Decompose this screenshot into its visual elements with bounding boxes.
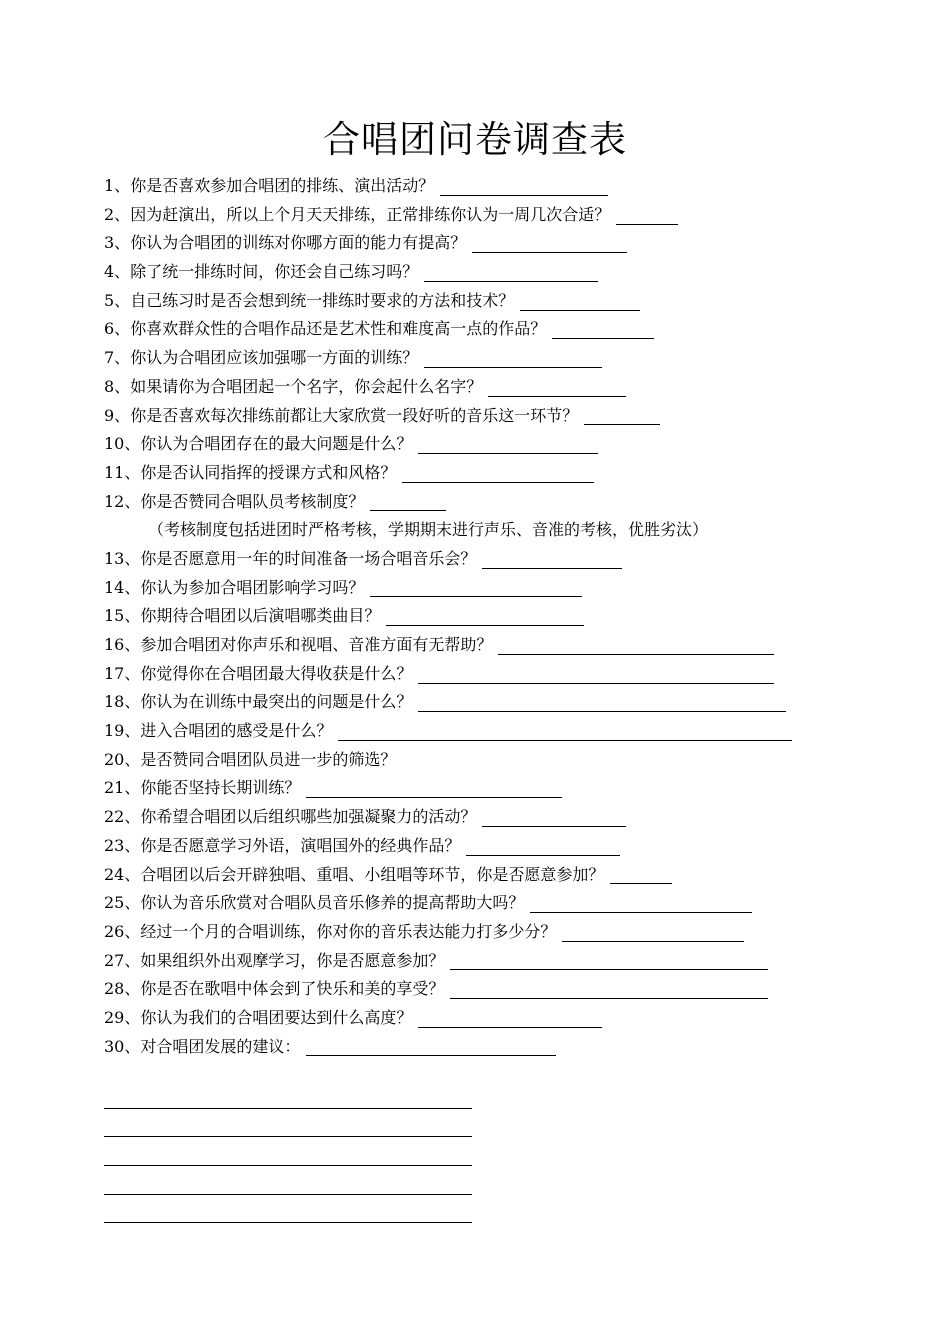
question-text: 你是否喜欢每次排练前都让大家欣赏一段好听的音乐这一环节？ bbox=[130, 405, 579, 425]
question-text: 你认为音乐欣赏对合唱队员音乐修养的提高帮助大吗？ bbox=[140, 893, 525, 913]
question-number: 1、 bbox=[104, 176, 131, 195]
question-text: 你认为合唱团的训练对你哪方面的能力有提高？ bbox=[130, 233, 467, 253]
question-row bbox=[104, 488, 864, 517]
answer-blank[interactable] bbox=[424, 349, 602, 368]
question-number: 18、 bbox=[104, 692, 141, 712]
question-text: 你是否认同指挥的授课方式和风格？ bbox=[140, 462, 397, 482]
question-number: 10、 bbox=[104, 434, 141, 454]
question-row bbox=[104, 402, 864, 431]
question-number: 20、 bbox=[104, 749, 141, 769]
question-text: 除了统一排练时间，你还会自己练习吗？ bbox=[130, 262, 419, 282]
question-text: 参加合唱团对你声乐和视唱、音准方面有无帮助？ bbox=[140, 635, 493, 654]
question-row bbox=[104, 1004, 864, 1033]
answer-blank[interactable] bbox=[616, 206, 678, 225]
answer-blank[interactable] bbox=[418, 665, 774, 684]
answer-line[interactable] bbox=[104, 1137, 472, 1166]
question-text: 你是否愿意用一年的时间准备一场合唱音乐会？ bbox=[140, 548, 477, 568]
answer-blank[interactable] bbox=[488, 378, 626, 397]
question-number: 4、 bbox=[104, 262, 131, 282]
question-row bbox=[104, 602, 864, 631]
question-row bbox=[104, 832, 864, 861]
answer-blank[interactable] bbox=[440, 177, 608, 196]
answer-blank[interactable] bbox=[520, 292, 640, 311]
question-number: 11、 bbox=[104, 462, 141, 482]
answer-blank[interactable] bbox=[418, 693, 786, 712]
question-number: 26、 bbox=[104, 921, 141, 941]
question-text: 你喜欢群众性的合唱作品还是艺术性和难度高一点的作品？ bbox=[130, 319, 547, 339]
question-number: 25、 bbox=[104, 893, 141, 913]
question-note: （考核制度包括进团时严格考核，学期期末进行声乐、音准的考核，优胜劣汰） bbox=[148, 520, 709, 540]
question-number: 13、 bbox=[104, 548, 141, 568]
answer-blank[interactable] bbox=[306, 779, 562, 798]
answer-blank[interactable] bbox=[338, 722, 792, 741]
answer-blank[interactable] bbox=[418, 1009, 602, 1028]
question-row bbox=[104, 688, 864, 717]
question-row bbox=[104, 315, 864, 344]
question-number: 27、 bbox=[104, 950, 141, 970]
answer-blank[interactable] bbox=[306, 1037, 556, 1056]
question-number: 22、 bbox=[104, 807, 141, 827]
question-number: 14、 bbox=[104, 577, 141, 597]
answer-line[interactable] bbox=[104, 1195, 472, 1224]
question-row bbox=[104, 889, 864, 918]
question-number: 17、 bbox=[104, 663, 141, 683]
question-text: 你认为合唱团存在的最大问题是什么？ bbox=[140, 434, 413, 454]
answer-blank[interactable] bbox=[482, 808, 626, 827]
question-row bbox=[104, 430, 864, 459]
question-text: 你认为合唱团应该加强哪一方面的训练？ bbox=[130, 348, 419, 368]
question-number: 21、 bbox=[104, 778, 141, 798]
question-row bbox=[104, 1033, 864, 1062]
question-text: 经过一个月的合唱训练，你对你的音乐表达能力打多少分？ bbox=[140, 921, 557, 941]
question-text: 你认为参加合唱团影响学习吗？ bbox=[140, 577, 365, 597]
question-row bbox=[104, 975, 864, 1004]
answer-blank[interactable] bbox=[552, 320, 654, 339]
question-text: 如果组织外出观摩学习，你是否愿意参加？ bbox=[140, 950, 445, 970]
question-text: 你认为在训练中最突出的问题是什么？ bbox=[140, 692, 413, 712]
answer-blank[interactable] bbox=[450, 980, 768, 999]
question-row bbox=[104, 574, 864, 603]
answer-blank[interactable] bbox=[386, 607, 584, 626]
answer-blank[interactable] bbox=[584, 406, 660, 425]
question-number: 12、 bbox=[104, 491, 141, 511]
answer-blank[interactable] bbox=[466, 837, 620, 856]
question-text: 如果请你为合唱团起一个名字，你会起什么名字？ bbox=[130, 376, 483, 396]
answer-blank[interactable] bbox=[482, 550, 622, 569]
question-number: 23、 bbox=[104, 835, 141, 855]
answer-blank[interactable] bbox=[402, 464, 594, 483]
answer-line[interactable] bbox=[104, 1166, 472, 1195]
question-row bbox=[104, 287, 864, 316]
answer-blank[interactable] bbox=[562, 923, 744, 942]
question-text: 进入合唱团的感受是什么？ bbox=[140, 721, 333, 741]
question-number: 2、 bbox=[104, 204, 131, 224]
question-text: 你能否坚持长期训练？ bbox=[140, 778, 301, 798]
question-number: 19、 bbox=[104, 721, 141, 741]
question-number: 28、 bbox=[104, 979, 141, 999]
answer-blank[interactable] bbox=[450, 951, 768, 970]
question-row bbox=[104, 545, 864, 574]
answer-blank[interactable] bbox=[370, 492, 446, 511]
question-text: 你是否愿意学习外语，演唱国外的经典作品？ bbox=[140, 835, 461, 855]
answer-blank[interactable] bbox=[424, 263, 598, 282]
question-row bbox=[104, 947, 864, 976]
question-row bbox=[104, 660, 864, 689]
question-text: 自己练习时是否会想到统一排练时要求的方法和技术？ bbox=[130, 290, 515, 310]
question-number: 9、 bbox=[104, 405, 131, 425]
question-text: 你是否喜欢参加合唱团的排练、演出活动？ bbox=[130, 176, 435, 195]
answer-blank[interactable] bbox=[498, 636, 774, 655]
question-text: 你认为我们的合唱团要达到什么高度？ bbox=[140, 1007, 413, 1027]
question-row bbox=[104, 172, 864, 201]
question-text: 你期待合唱团以后演唱哪类曲目？ bbox=[140, 606, 381, 626]
question-number: 16、 bbox=[104, 635, 141, 654]
question-row bbox=[104, 717, 864, 746]
question-text: 是否赞同合唱团队员进一步的筛选？ bbox=[140, 749, 397, 769]
question-row bbox=[104, 746, 864, 775]
question-row bbox=[104, 459, 864, 488]
answer-line[interactable] bbox=[104, 1109, 472, 1138]
answer-blank[interactable] bbox=[610, 865, 672, 884]
question-number: 15、 bbox=[104, 606, 141, 626]
question-text: 你是否在歌唱中体会到了快乐和美的享受？ bbox=[140, 979, 445, 999]
answer-blank[interactable] bbox=[472, 234, 627, 253]
question-number: 30、 bbox=[104, 1036, 141, 1056]
question-text: 你觉得你在合唱团最大得收获是什么？ bbox=[140, 663, 413, 683]
question-row bbox=[104, 861, 864, 890]
answer-blank[interactable] bbox=[418, 435, 598, 454]
suggestion-lines bbox=[104, 1080, 472, 1223]
question-text: 你是否赞同合唱队员考核制度？ bbox=[140, 491, 365, 511]
question-row bbox=[104, 201, 864, 230]
page-title: 合唱团问卷调查表 bbox=[323, 118, 627, 161]
question-row bbox=[104, 803, 864, 832]
answer-blank[interactable] bbox=[530, 894, 752, 913]
question-row bbox=[104, 373, 864, 402]
question-number: 6、 bbox=[104, 319, 131, 339]
question-number: 24、 bbox=[104, 864, 141, 884]
question-text: 你希望合唱团以后组织哪些加强凝聚力的活动？ bbox=[140, 807, 477, 827]
question-text: 对合唱团发展的建议： bbox=[140, 1036, 301, 1056]
question-list bbox=[104, 172, 864, 1061]
question-number: 5、 bbox=[104, 290, 131, 310]
answer-line[interactable] bbox=[104, 1080, 472, 1109]
question-row bbox=[104, 344, 864, 373]
question-text: 合唱团以后会开辟独唱、重唱、小组唱等环节，你是否愿意参加？ bbox=[140, 864, 605, 884]
answer-blank[interactable] bbox=[370, 578, 582, 597]
question-text: 因为赶演出，所以上个月天天排练，正常排练你认为一周几次合适？ bbox=[130, 204, 611, 224]
question-row bbox=[104, 918, 864, 947]
question-number: 8、 bbox=[104, 376, 131, 396]
question-row bbox=[104, 774, 864, 803]
question-row bbox=[104, 631, 864, 660]
question-row bbox=[104, 258, 864, 287]
question-number: 3、 bbox=[104, 233, 131, 253]
question-number: 29、 bbox=[104, 1007, 141, 1027]
question-number: 7、 bbox=[104, 348, 131, 368]
question-row bbox=[104, 229, 864, 258]
